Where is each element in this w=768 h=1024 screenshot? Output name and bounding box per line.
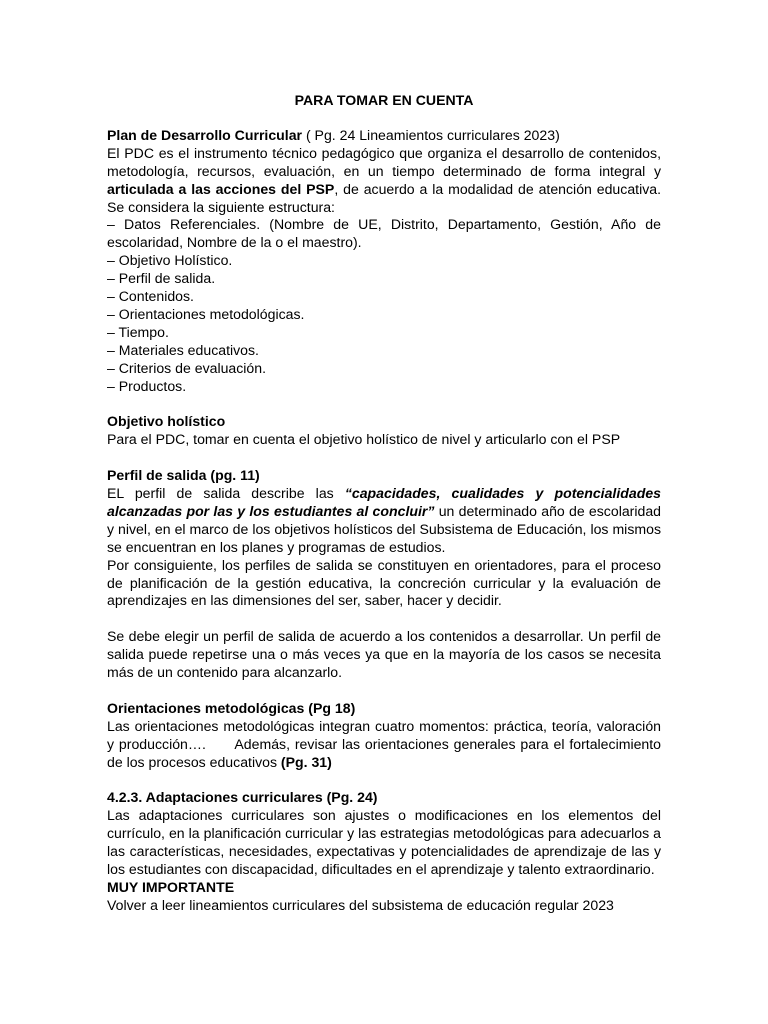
objetivo-heading: Objetivo holístico [107,413,226,430]
pdc-heading: Plan de Desarrollo Curricular [107,126,303,143]
structure-item: – Productos. [107,377,187,394]
adaptaciones-paragraph: Las adaptaciones curriculares son ajustes o modificaciones en los elementos del currículo, en la planificación curricular y las estrategias metodológicas para adecuarlos a las características, necesidades, expectativas y potencialidades de aprendizaje de las y los estudiantes con discapacidad, dificultades en el aprendizaje y talento extraordinario. [107,807,661,877]
spacer [107,610,661,628]
pdc-paragraph-end: , de acuerdo a la modalidad de atención educativa. Se considera la siguiente estructura: [107,180,662,215]
pdc-paragraph-text: El PDC es el instrumento técnico pedagógico que organiza el desarrollo de contenidos, metodología, recursos, evaluación, en un tiempo determinado de forma integral y [107,144,661,179]
spacer [107,396,661,414]
section-importante [107,879,661,915]
pdc-paragraph-bold: articulada a las acciones del PSP [107,180,335,197]
importante-heading: MUY IMPORTANTE [107,878,235,895]
adaptaciones-heading: 4.2.3. Adaptaciones curriculares (Pg. 24) [107,789,378,806]
structure-item: – Materiales educativos. [107,341,259,358]
document-body [107,92,665,915]
structure-item: – Objetivo Holístico. [107,252,233,269]
structure-item: – Perfil de salida. [107,270,216,287]
perfil-text-start: EL perfil de salida describe las [107,485,345,501]
structure-item: – Contenidos. [107,288,194,305]
structure-item: – Criterios de evaluación. [107,359,267,376]
perfil-quote: “capacidades, cualidades y potencialidades alcanzadas por las y los estudiantes al concluir” [107,485,661,519]
structure-item: – Datos Referenciales. (Nombre de UE, Distrito, Departamento, Gestión, Año de escolaridad, Nombre de la o el maestro). [107,216,661,251]
objetivo-text: Para el PDC, tomar en cuenta el objetivo holístico de nivel y articularlo con el PSP [107,431,621,448]
orientaciones-paragraph [107,717,665,772]
orientaciones-reference: (Pg. 31) [280,753,332,770]
pdc-reference: ( Pg. 24 Lineamientos curriculares 2023) [302,126,560,143]
page-title: PARA TOMAR EN CUENTA [294,92,474,108]
spacer [107,771,661,789]
section-pdc [107,127,661,396]
orientaciones-text: Las orientaciones metodológicas integran cuatro momentos: práctica, teoría, valoración y producción…. Además, revisar las orientaciones generales para el fortalecimiento de los procesos educativos [107,717,665,770]
spacer [107,449,661,467]
structure-item: – Tiempo. [107,323,169,340]
perfil-text-end: un determinado año de escolaridad y nivel, en el marco de los objetivos holísticos del Subsistema de Educación, los mismos se encuentran en los planes y programas de estudios. [107,502,662,555]
perfil-paragraph-2: Por consiguiente, los perfiles de salida se constituyen en orientadores, para el proceso de planificación de la gestión educativa, la concreción curricular y la evaluación de aprendizajes en las dimensiones del ser, saber, hacer y decidir. [107,556,661,609]
section-perfil [107,467,661,682]
perfil-paragraph-3: Se debe elegir un perfil de salida de acuerdo a los contenidos a desarrollar. Un perfil de salida puede repetirse una o más veces ya que en la mayoría de los casos se necesita más de un contenido para alcanzarlo. [107,628,661,681]
section-objetivo [107,413,661,449]
pdc-paragraph [107,145,661,217]
spacer [107,682,661,700]
perfil-paragraph-1 [107,485,661,557]
section-adaptaciones [107,789,661,879]
orientaciones-heading: Orientaciones metodológicas (Pg 18) [107,699,356,716]
pdc-heading-line [107,127,661,145]
perfil-heading: Perfil de salida (pg. 11) [107,467,260,484]
structure-item: – Orientaciones metodológicas. [107,305,305,322]
section-orientaciones [107,699,665,772]
importante-text: Volver a leer lineamientos curriculares del subsistema de educación regular 2023 [107,896,614,913]
